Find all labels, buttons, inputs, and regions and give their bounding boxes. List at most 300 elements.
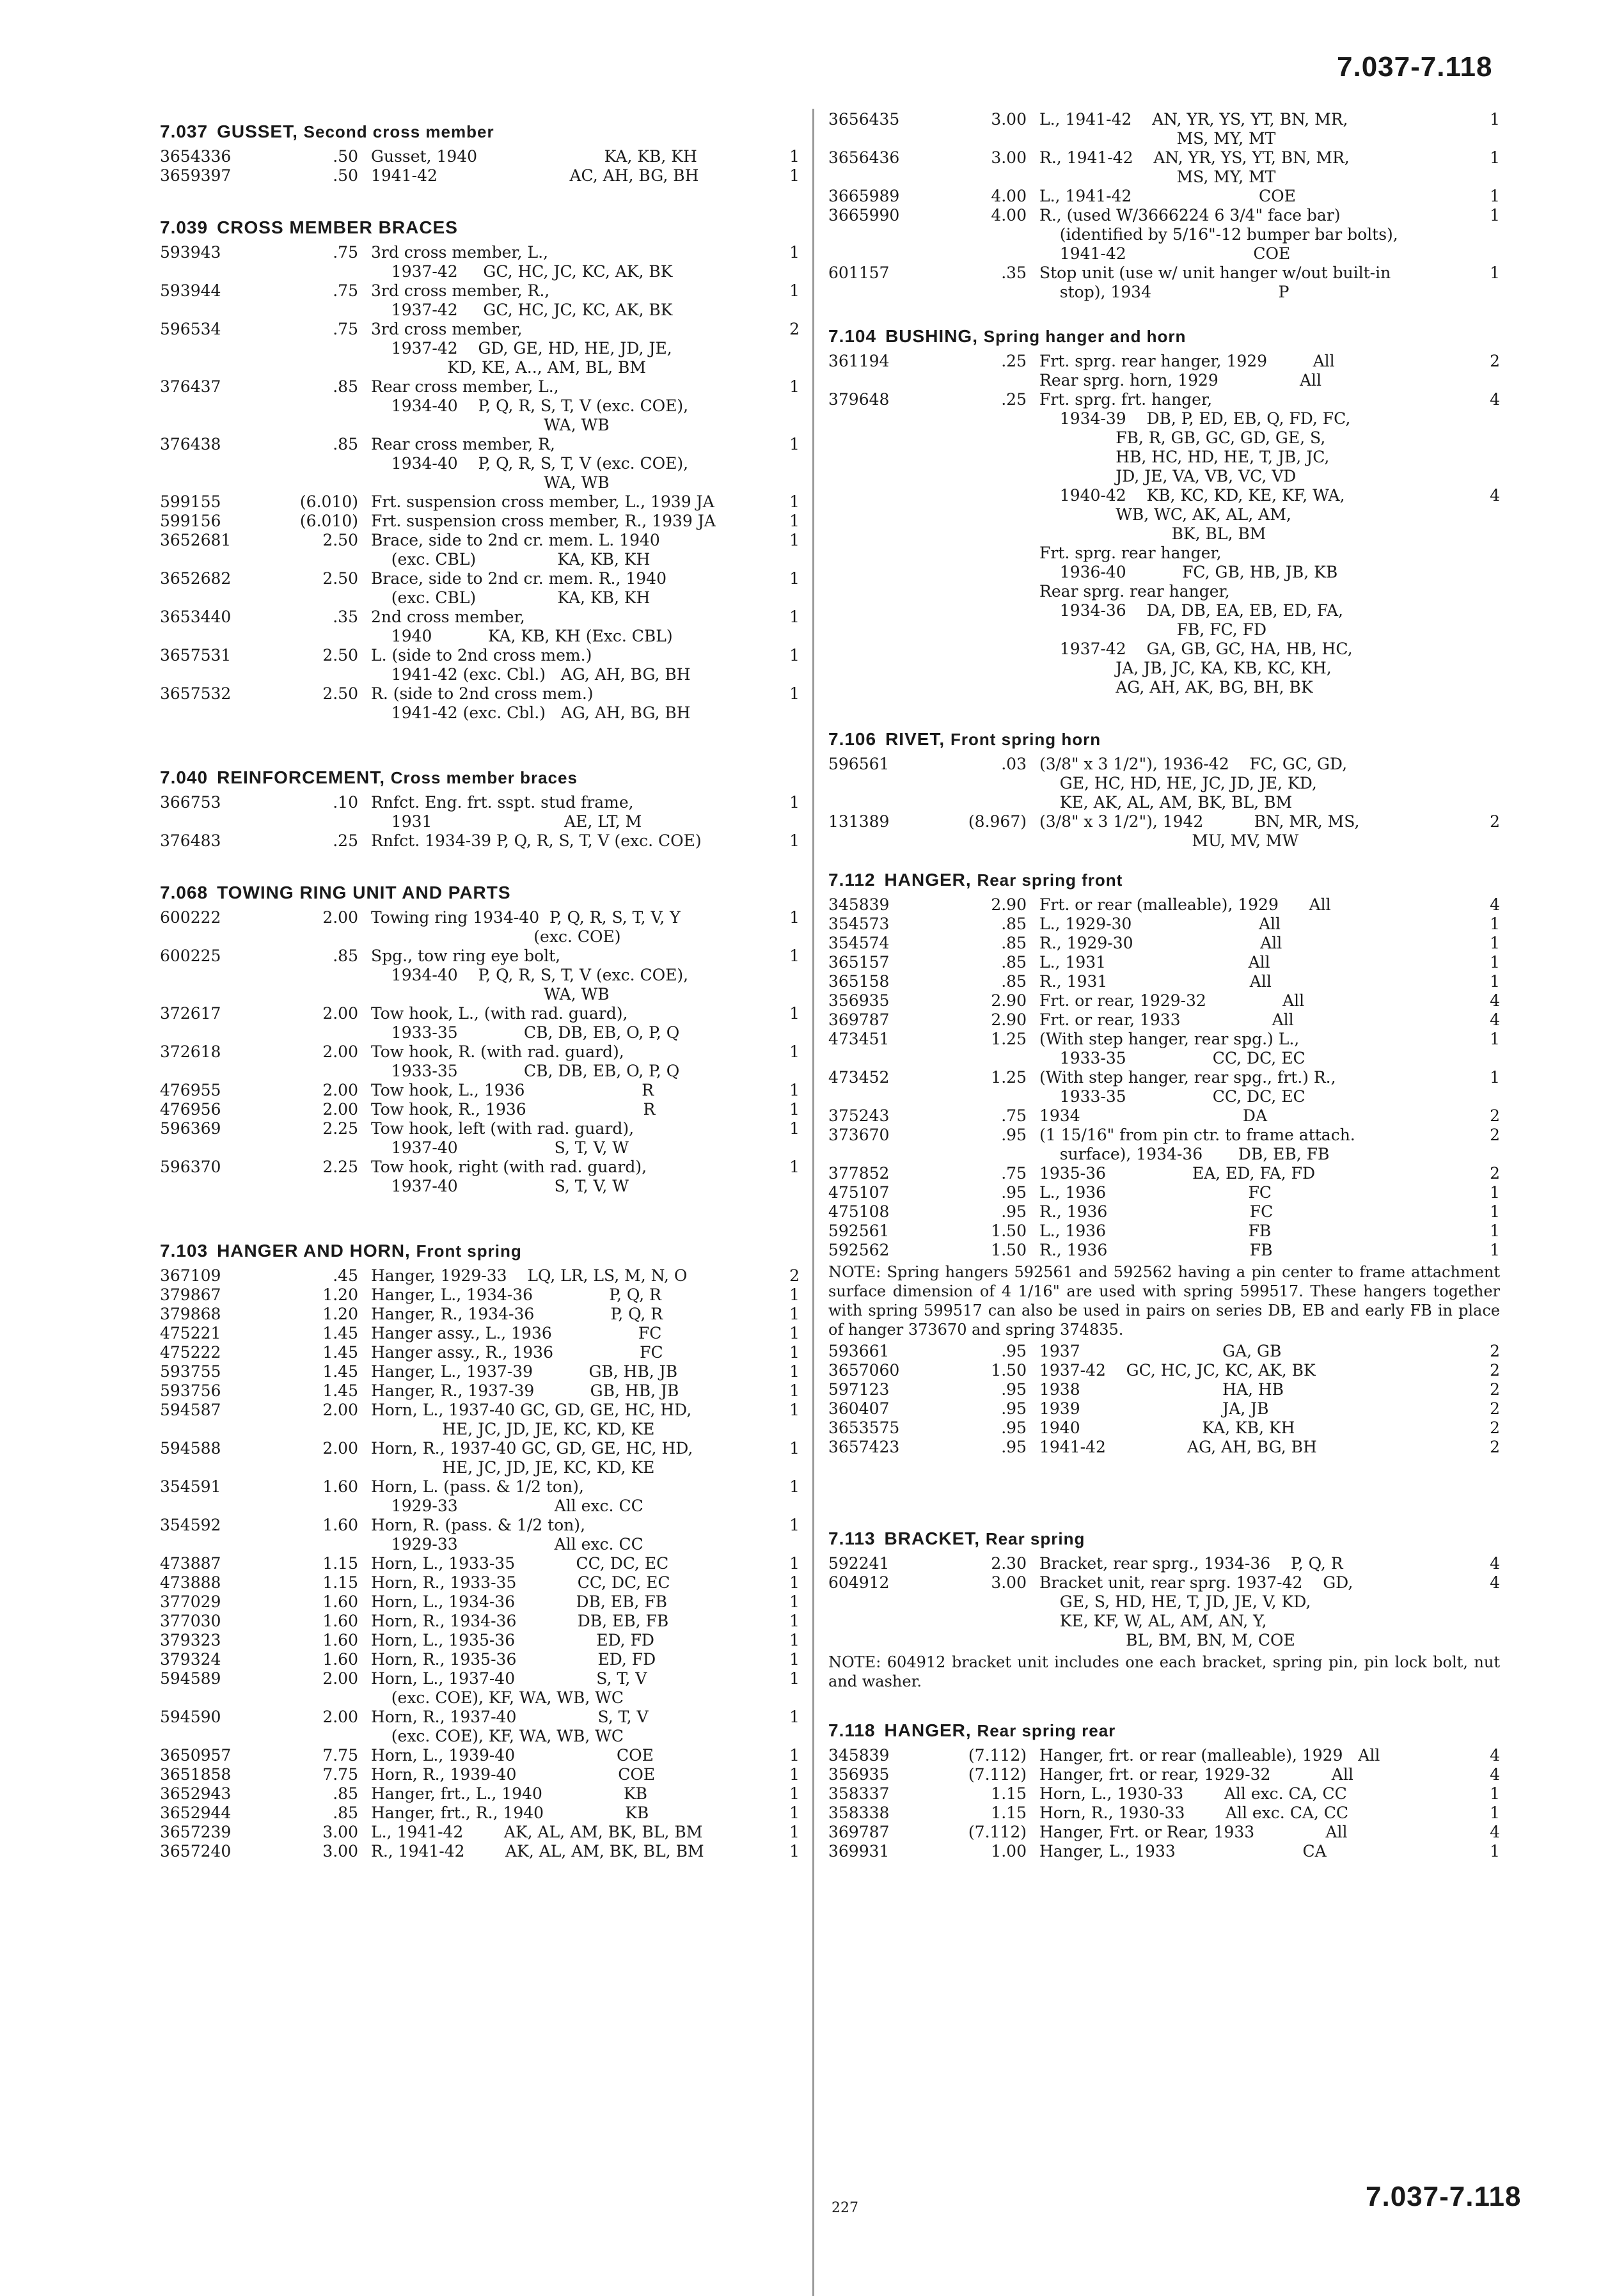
- part-row: [828, 915, 1500, 934]
- part-row: [160, 1042, 800, 1081]
- part-price: 3.00: [322, 1842, 358, 1860]
- section-name: BRACKET,: [884, 1529, 986, 1548]
- part-number: 3651858: [160, 1765, 232, 1784]
- part-number: 592241: [828, 1554, 890, 1573]
- section-title: [828, 1720, 1500, 1741]
- part-number: 475221: [160, 1324, 221, 1342]
- part-quantity: 1: [789, 1081, 800, 1099]
- part-quantity: 1: [789, 1612, 800, 1630]
- section-subtitle: Second cross member: [303, 122, 494, 141]
- part-price: 1.45: [322, 1324, 358, 1342]
- part-price: 1.15: [991, 1784, 1027, 1803]
- part-quantity: 1: [789, 684, 800, 703]
- part-price: .95: [1001, 1342, 1027, 1360]
- part-quantity: 1: [1490, 1222, 1500, 1240]
- part-number: 369931: [828, 1842, 890, 1860]
- part-description: 1941-42 AG, AH, BG, BH: [1039, 1438, 1317, 1456]
- part-number: 376438: [160, 435, 221, 453]
- part-description: Horn, R. (pass. & 1/2 ton), 1929-33 All exc. CC: [371, 1516, 643, 1553]
- section-subtitle: Rear spring front: [977, 870, 1123, 890]
- section: [828, 326, 1500, 697]
- part-price: 2.00: [322, 1439, 358, 1458]
- part-row: [828, 1784, 1500, 1804]
- part-quantity: 2: [1490, 1380, 1500, 1399]
- part-quantity: 4: [1490, 991, 1500, 1010]
- part-quantity: 2: [1490, 1438, 1500, 1456]
- part-quantity: 1: [1490, 1183, 1500, 1202]
- part-row: [160, 1081, 800, 1100]
- part-number: 594588: [160, 1439, 221, 1458]
- part-description: Horn, R., 1939-40 COE: [371, 1765, 656, 1784]
- part-row: [828, 1030, 1500, 1068]
- part-description: R., 1931 All: [1039, 972, 1272, 991]
- part-price: (7.112): [968, 1823, 1027, 1841]
- part-price: 1.45: [322, 1381, 358, 1400]
- part-quantity: 1: [1490, 110, 1500, 129]
- part-quantity: 1: [789, 1477, 800, 1496]
- part-row: [828, 1202, 1500, 1222]
- part-description: L., 1941-42 AK, AL, AM, BK, BL, BM: [371, 1823, 703, 1841]
- part-row: [828, 148, 1500, 187]
- part-price: 1.45: [322, 1343, 358, 1362]
- part-price: 2.50: [322, 684, 358, 703]
- part-quantity: 2: [1490, 1342, 1500, 1360]
- section-number: 7.037: [160, 122, 209, 141]
- part-price: .85: [333, 1804, 358, 1822]
- part-row: [160, 1708, 800, 1746]
- part-row: [828, 1106, 1500, 1126]
- part-number: 3665989: [828, 187, 900, 205]
- part-number: 604912: [828, 1573, 890, 1592]
- part-description: Bracket unit, rear sprg. 1937-42 GD, GE, S, HD, HE, T, JD, JE, V, KD, KE, KF, W, AL, AM, AN, Y, BL, BM, BN, M, COE: [1039, 1573, 1353, 1649]
- part-row: [160, 1631, 800, 1650]
- part-quantity: 1: [789, 1765, 800, 1784]
- part-description: Tow hook, left (with rad. guard), 1937-40 S, T, V, W: [371, 1119, 635, 1157]
- part-row: [828, 1823, 1500, 1842]
- part-number: 376437: [160, 377, 221, 396]
- part-description: Tow hook, L., (with rad. guard), 1933-35 CB, DB, EB, O, P, Q: [371, 1004, 680, 1042]
- part-description: Hanger, frt. or rear, 1929-32 All: [1039, 1765, 1353, 1784]
- part-price: .95: [1001, 1380, 1027, 1399]
- part-price: .25: [333, 831, 358, 850]
- part-row: [828, 1068, 1500, 1106]
- part-row: [160, 243, 800, 281]
- section-number: 7.103: [160, 1241, 209, 1261]
- section: [828, 729, 1500, 851]
- part-number: 475108: [828, 1202, 890, 1221]
- part-price: 2.50: [322, 531, 358, 549]
- part-row: [160, 793, 800, 831]
- part-quantity: 1: [1490, 263, 1500, 282]
- part-quantity: 4: [1490, 486, 1500, 505]
- part-quantity: 1: [789, 1119, 800, 1138]
- part-number: 365158: [828, 972, 890, 991]
- part-quantity: 1: [789, 1286, 800, 1304]
- part-quantity: 1: [789, 569, 800, 588]
- part-number: 356935: [828, 1765, 890, 1784]
- part-price: .95: [1001, 1202, 1027, 1221]
- part-number: 377030: [160, 1612, 221, 1630]
- part-price: 1.60: [322, 1477, 358, 1496]
- part-quantity: 1: [789, 1669, 800, 1688]
- part-quantity: 1: [789, 492, 800, 511]
- section: [160, 217, 800, 723]
- section-title: [160, 217, 800, 238]
- part-description: Horn, L., 1935-36 ED, FD: [371, 1631, 654, 1649]
- part-number: 354591: [160, 1477, 221, 1496]
- part-number: 379867: [160, 1286, 221, 1304]
- part-description: Brace, side to 2nd cr. mem. L. 1940 (exc. CBL) KA, KB, KH: [371, 531, 660, 569]
- part-description: 1937-42 GC, HC, JC, KC, AK, BK: [1039, 1361, 1316, 1380]
- part-number: 596370: [160, 1158, 221, 1176]
- part-quantity: 1: [789, 243, 800, 262]
- part-quantity: 1: [789, 1362, 800, 1381]
- part-quantity: 1: [789, 1784, 800, 1803]
- part-number: 379868: [160, 1305, 221, 1323]
- part-quantity: 4: [1490, 1010, 1500, 1029]
- section-subtitle: Spring hanger and horn: [983, 327, 1187, 346]
- part-row: [828, 1183, 1500, 1202]
- part-number: 377029: [160, 1592, 221, 1611]
- part-quantity: 1: [789, 166, 800, 185]
- part-description: Horn, R., 1933-35 CC, DC, EC: [371, 1573, 670, 1592]
- part-row: [828, 352, 1500, 390]
- part-row: [160, 492, 800, 512]
- part-description: Horn, L., 1937-40 GC, GD, GE, HC, HD, HE, JC, JD, JE, KC, KD, KE: [371, 1401, 692, 1438]
- part-number: 473887: [160, 1554, 221, 1573]
- part-number: 599155: [160, 492, 221, 511]
- page-range-top: 7.037-7.118: [1337, 51, 1493, 83]
- part-row: [828, 1573, 1500, 1650]
- part-price: 2.00: [322, 1100, 358, 1119]
- part-quantity: 1: [1490, 187, 1500, 205]
- section-name: REINFORCEMENT,: [217, 767, 391, 787]
- part-number: 3656435: [828, 110, 900, 129]
- part-price: 2.25: [322, 1119, 358, 1138]
- part-price: 1.15: [322, 1554, 358, 1573]
- part-number: 373670: [828, 1126, 890, 1144]
- part-description: R., 1929-30 All: [1039, 934, 1282, 952]
- part-quantity: 1: [789, 281, 800, 300]
- part-quantity: 1: [789, 1100, 800, 1119]
- part-number: 356935: [828, 991, 890, 1010]
- part-price: 3.00: [322, 1823, 358, 1841]
- part-price: .35: [1001, 263, 1027, 282]
- part-number: 3656436: [828, 148, 900, 167]
- part-row: [828, 895, 1500, 915]
- part-row: [828, 1342, 1500, 1361]
- part-number: 3652944: [160, 1804, 232, 1822]
- part-price: 2.00: [322, 1004, 358, 1023]
- part-description: L., 1929-30 All: [1039, 915, 1281, 933]
- part-quantity: 2: [1490, 1126, 1500, 1144]
- part-row: [160, 1004, 800, 1042]
- part-description: Horn, L., 1937-40 S, T, V (exc. COE), KF, WA, WB, WC: [371, 1669, 647, 1707]
- part-row: [828, 486, 1500, 544]
- part-description: Hanger, R., 1937-39 GB, HB, JB: [371, 1381, 679, 1400]
- part-number: 379648: [828, 390, 890, 409]
- part-price: 1.50: [991, 1361, 1027, 1380]
- part-description: Horn, L., 1934-36 DB, EB, FB: [371, 1592, 668, 1611]
- part-row: [160, 1592, 800, 1612]
- part-row: [828, 263, 1500, 302]
- part-price: 4.00: [991, 187, 1027, 205]
- section-title: [160, 883, 800, 903]
- part-quantity: 1: [789, 1592, 800, 1611]
- part-description: Bracket, rear sprg., 1934-36 P, Q, R: [1039, 1554, 1343, 1573]
- part-quantity: 1: [789, 531, 800, 549]
- part-number: 3657423: [828, 1438, 900, 1456]
- part-description: Horn, R., 1935-36 ED, FD: [371, 1650, 656, 1669]
- part-row: [828, 1164, 1500, 1183]
- section-number: 7.040: [160, 767, 209, 787]
- part-row: [160, 1650, 800, 1669]
- part-description: Horn, R., 1937-40 GC, GD, GE, HC, HD, HE, JC, JD, JE, KC, KD, KE: [371, 1439, 693, 1477]
- part-number: 3653575: [828, 1419, 900, 1437]
- part-row: [828, 1842, 1500, 1861]
- part-price: .95: [1001, 1183, 1027, 1202]
- part-price: .95: [1001, 1438, 1027, 1456]
- section-number: 7.106: [828, 729, 877, 749]
- part-quantity: 1: [789, 1804, 800, 1822]
- part-number: 376483: [160, 831, 221, 850]
- part-row: [160, 1746, 800, 1765]
- part-description: R., 1941-42 AK, AL, AM, BK, BL, BM: [371, 1842, 704, 1860]
- part-number: 3652681: [160, 531, 232, 549]
- part-description: R., 1936 FB: [1039, 1241, 1273, 1259]
- part-price: .85: [333, 1784, 358, 1803]
- part-price: 3.00: [991, 148, 1027, 167]
- part-quantity: 1: [789, 1324, 800, 1342]
- part-row: [160, 1158, 800, 1196]
- section-subtitle: Cross member braces: [390, 768, 578, 787]
- part-quantity: 1: [789, 1004, 800, 1023]
- part-row: [160, 1439, 800, 1477]
- part-number: 476955: [160, 1081, 221, 1099]
- section-subtitle: Front spring horn: [950, 730, 1101, 749]
- part-price: (6.010): [299, 492, 358, 511]
- part-number: 594587: [160, 1401, 221, 1419]
- part-description: Hanger, L., 1937-39 GB, HB, JB: [371, 1362, 678, 1381]
- part-row: [160, 1612, 800, 1631]
- part-price: .75: [333, 320, 358, 338]
- part-description: L., 1931 All: [1039, 953, 1270, 971]
- part-row: [828, 1746, 1500, 1765]
- part-quantity: 1: [1490, 206, 1500, 224]
- part-price: 1.50: [991, 1222, 1027, 1240]
- part-description: Hanger assy., L., 1936 FC: [371, 1324, 662, 1342]
- part-number: 592561: [828, 1222, 890, 1240]
- part-number: 369787: [828, 1010, 890, 1029]
- part-description: R., 1936 FC: [1039, 1202, 1274, 1221]
- section-number: 7.113: [828, 1529, 876, 1548]
- section-subtitle: Rear spring: [985, 1529, 1085, 1548]
- part-price: 1.60: [322, 1516, 358, 1534]
- part-price: 2.25: [322, 1158, 358, 1176]
- part-row: [828, 1241, 1500, 1260]
- part-row: [160, 1286, 800, 1305]
- part-price: 1.60: [322, 1631, 358, 1649]
- part-number: 354592: [160, 1516, 221, 1534]
- part-price: .50: [333, 166, 358, 185]
- part-row: [828, 390, 1500, 486]
- part-quantity: 4: [1490, 1765, 1500, 1784]
- part-description: Frt. sprg. frt. hanger, 1934-39 DB, P, ED, EB, Q, FD, FC, FB, R, GB, GC, GD, GE, S, HB, HC, HD, HE, T, JB, JC, JD, JE, VA, VB, VC, VD: [1039, 390, 1351, 485]
- part-price: 2.00: [322, 1081, 358, 1099]
- part-number: 367109: [160, 1266, 221, 1285]
- part-row: [160, 1573, 800, 1592]
- part-number: 473888: [160, 1573, 221, 1592]
- part-price: 2.00: [322, 908, 358, 927]
- section: [160, 1241, 800, 1861]
- part-quantity: 1: [789, 793, 800, 812]
- section-note: NOTE: Spring hangers 592561 and 592562 having a pin center to frame attachment surface dimension of 4 1/16" are used with spring 599517. These hangers together with spring 599517 can also be used in pairs on series DB, EB and early FB in place of hanger 373670 and spring 374835.: [828, 1263, 1500, 1339]
- part-price: .75: [1001, 1164, 1027, 1183]
- part-quantity: 1: [1490, 1804, 1500, 1822]
- part-quantity: 2: [1490, 1106, 1500, 1125]
- part-quantity: 1: [789, 1573, 800, 1592]
- part-number: 3659397: [160, 166, 232, 185]
- section: [160, 883, 800, 1196]
- part-number: 131389: [828, 812, 890, 831]
- part-row: [160, 684, 800, 723]
- part-price: 2.00: [322, 1669, 358, 1688]
- section-number: 7.118: [828, 1720, 876, 1740]
- part-number: 592562: [828, 1241, 890, 1259]
- part-quantity: 1: [1490, 915, 1500, 933]
- part-price: 2.90: [991, 991, 1027, 1010]
- part-description: 1937 GA, GB: [1039, 1342, 1282, 1360]
- part-price: 1.25: [991, 1068, 1027, 1087]
- section-subtitle: Rear spring rear: [977, 1721, 1116, 1740]
- part-quantity: 2: [789, 1266, 800, 1285]
- part-price: .95: [1001, 1419, 1027, 1437]
- part-quantity: 1: [789, 608, 800, 626]
- part-price: 1.00: [991, 1842, 1027, 1860]
- part-price: .45: [333, 1266, 358, 1285]
- part-number: 596369: [160, 1119, 221, 1138]
- part-description: Hanger, L., 1934-36 P, Q, R: [371, 1286, 661, 1304]
- page-number: 227: [832, 2200, 858, 2216]
- part-quantity: 1: [789, 1401, 800, 1419]
- part-quantity: 4: [1490, 390, 1500, 409]
- part-description: 1940-42 KB, KC, KD, KE, KF, WA, WB, WC, AK, AL, AM, BK, BL, BM: [1059, 486, 1345, 543]
- part-number: 593944: [160, 281, 221, 300]
- part-description: Frt. sprg. rear hanger, 1929 All Rear sprg. horn, 1929 All: [1039, 352, 1335, 389]
- part-price: .50: [333, 147, 358, 166]
- part-description: (1 15/16" from pin ctr. to frame attach. surface), 1934-36 DB, EB, FB: [1039, 1126, 1355, 1163]
- part-price: 1.45: [322, 1362, 358, 1381]
- section-number: 7.112: [828, 870, 876, 890]
- section-name: HANGER,: [884, 1720, 977, 1740]
- part-row: [828, 934, 1500, 953]
- part-row: [828, 953, 1500, 972]
- section-title: [828, 326, 1500, 347]
- part-number: 601157: [828, 263, 890, 282]
- part-quantity: 1: [1490, 1842, 1500, 1860]
- part-number: 3654336: [160, 147, 232, 166]
- part-price: 2.30: [991, 1554, 1027, 1573]
- part-description: Tow hook, R., 1936 R: [371, 1100, 656, 1119]
- part-row: [828, 1419, 1500, 1438]
- part-quantity: 1: [789, 646, 800, 664]
- part-description: R., (used W/3666224 6 3/4" face bar) (identified by 5/16"-12 bumper bar bolts), 1941-42 COE: [1039, 206, 1398, 263]
- section-number: 7.104: [828, 326, 877, 346]
- part-quantity: 1: [789, 512, 800, 530]
- part-description: 1938 HA, HB: [1039, 1380, 1284, 1399]
- part-number: 3653440: [160, 608, 232, 626]
- section-subtitle: Front spring: [416, 1241, 522, 1261]
- part-description: L., 1941-42 COE: [1039, 187, 1296, 205]
- part-description: Rnfct. Eng. frt. sspt. stud frame, 1931 AE, LT, M: [371, 793, 642, 831]
- part-price: .75: [333, 281, 358, 300]
- part-quantity: 1: [1490, 934, 1500, 952]
- part-row: [160, 166, 800, 185]
- part-quantity: 4: [1490, 1823, 1500, 1841]
- part-quantity: 1: [789, 1842, 800, 1860]
- part-number: 369787: [828, 1823, 890, 1841]
- part-row: [828, 1554, 1500, 1573]
- part-row: [828, 1010, 1500, 1030]
- section-title: [828, 870, 1500, 890]
- part-description: Frt. or rear (malleable), 1929 All: [1039, 895, 1331, 914]
- part-price: 2.00: [322, 1401, 358, 1419]
- part-description: Rear cross member, L., 1934-40 P, Q, R, S, T, V (exc. COE), WA, WB: [371, 377, 689, 434]
- section-name: GUSSET,: [217, 122, 304, 141]
- part-quantity: 1: [1490, 1202, 1500, 1221]
- part-quantity: 2: [1490, 812, 1500, 831]
- part-number: 377852: [828, 1164, 890, 1183]
- part-description: Hanger, R., 1934-36 P, Q, R: [371, 1305, 663, 1323]
- part-quantity: 1: [1490, 1068, 1500, 1087]
- part-number: 597123: [828, 1380, 890, 1399]
- part-price: (8.967): [968, 812, 1027, 831]
- part-row: [160, 1765, 800, 1784]
- part-number: 354573: [828, 915, 890, 933]
- part-description: Horn, R., 1937-40 S, T, V (exc. COE), KF, WA, WB, WC: [371, 1708, 649, 1745]
- part-number: 473452: [828, 1068, 890, 1087]
- part-price: 7.75: [322, 1746, 358, 1765]
- part-description: (3/8" x 3 1/2"), 1936-42 FC, GC, GD, GE, HC, HD, HE, JC, JD, JE, KD, KE, AK, AL, AM, BK, BL, BM: [1039, 755, 1348, 812]
- part-row: [160, 569, 800, 608]
- part-quantity: 1: [789, 1439, 800, 1458]
- part-row: [828, 972, 1500, 991]
- section: [828, 110, 1500, 302]
- part-row: [828, 1380, 1500, 1399]
- part-price: .25: [1001, 352, 1027, 370]
- part-row: [160, 1343, 800, 1362]
- part-price: 2.00: [322, 1708, 358, 1726]
- section-number: 7.068: [160, 883, 209, 902]
- part-price: .10: [333, 793, 358, 812]
- part-number: 358338: [828, 1804, 890, 1822]
- part-quantity: 4: [1490, 1554, 1500, 1573]
- part-quantity: 1: [789, 1305, 800, 1323]
- part-number: 360407: [828, 1399, 890, 1418]
- part-row: [160, 1381, 800, 1401]
- section-title: [160, 767, 800, 788]
- part-quantity: 1: [789, 1708, 800, 1726]
- part-number: 358337: [828, 1784, 890, 1803]
- part-price: 1.50: [991, 1241, 1027, 1259]
- part-quantity: 1: [789, 1823, 800, 1841]
- part-description: Rear cross member, R, 1934-40 P, Q, R, S, T, V (exc. COE), WA, WB: [371, 435, 689, 492]
- part-number: 372617: [160, 1004, 221, 1023]
- part-quantity: 2: [1490, 1419, 1500, 1437]
- part-price: 1.15: [991, 1804, 1027, 1822]
- part-row: [160, 1804, 800, 1823]
- part-description: Hanger, L., 1933 CA: [1039, 1842, 1327, 1860]
